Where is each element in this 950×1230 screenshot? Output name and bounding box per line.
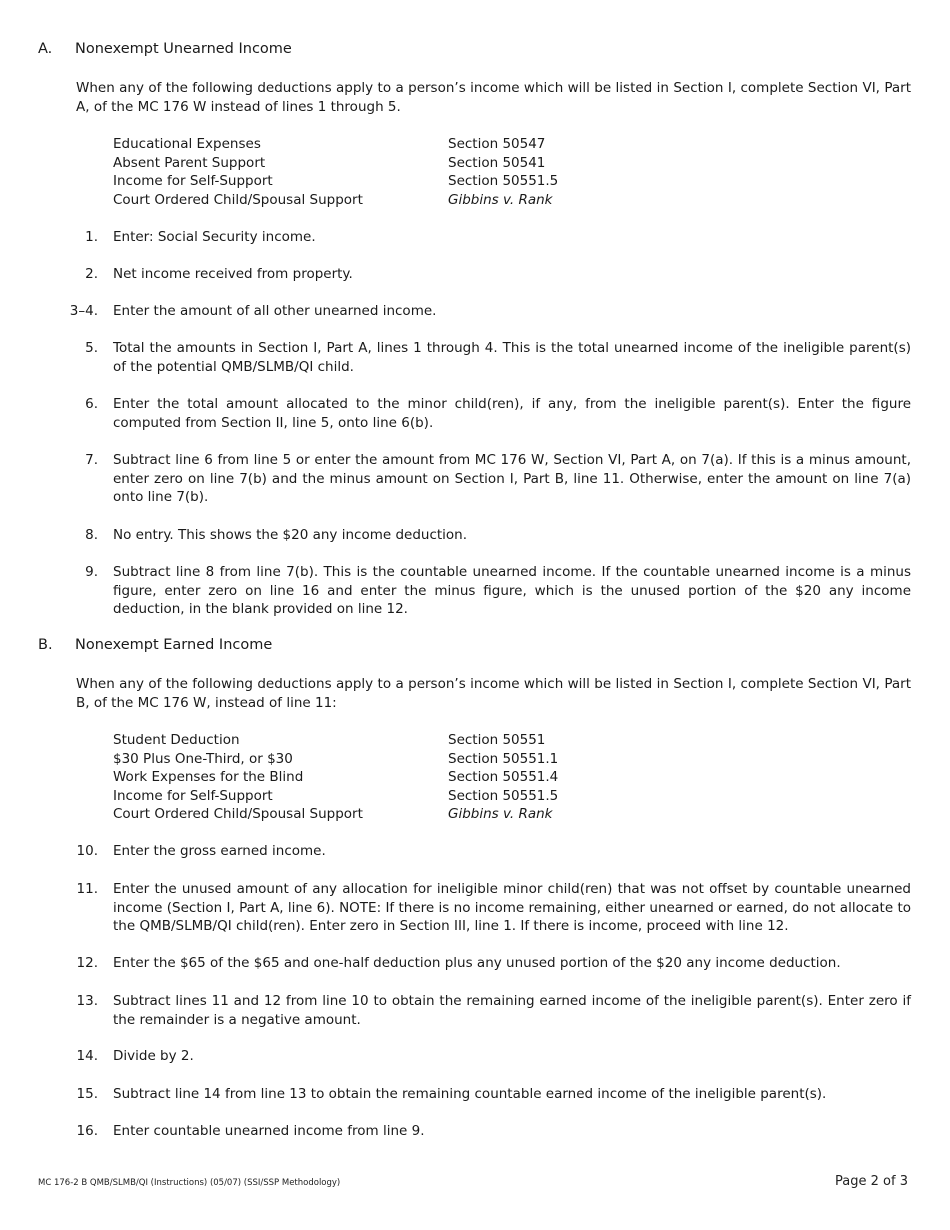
instruction-item	[40, 302, 911, 321]
item-text: Divide by 2.	[113, 1048, 194, 1064]
item-text: Enter: Social Security income.	[113, 229, 316, 245]
item-number: 3–4.	[69, 303, 98, 319]
item-text: Total the amounts in Section I, Part A, lines 1 through 4. This is the total unearned income of the ineligible parent(s) of the potential QMB/SLMB/QI child.	[113, 340, 911, 375]
instruction-item	[40, 1122, 911, 1141]
deduction-ref: Section 50551	[448, 732, 546, 748]
deduction-name: Absent Parent Support	[113, 154, 266, 171]
deduction-name: Work Expenses for the Blind	[113, 769, 304, 785]
deduction-ref: Section 50551.5	[448, 787, 559, 804]
item-text: Subtract line 6 from line 5 or enter the amount from MC 176 W, Section VI, Part A, on 7(a). If this is a minus amount, enter zero on line 7(b) and the minus amount on Section I, Part B, line 11. Otherwise, enter the amount on line 7(a) onto line 7(b).	[113, 452, 911, 505]
instruction-item	[40, 842, 911, 861]
item-text: Subtract line 8 from line 7(b). This is the countable unearned income. If the countable unearned income is a minus figure, enter zero on line 16 and enter the minus figure, which is the unused portion of the $20 any income deduction, in the blank provided on line 12.	[113, 564, 911, 617]
deduction-row	[113, 154, 558, 173]
item-text: Enter the $65 of the $65 and one-half deduction plus any unused portion of the $20 any income deduction.	[113, 955, 841, 971]
item-number: 6.	[85, 396, 98, 412]
deduction-ref: Section 50547	[448, 136, 546, 152]
instruction-item	[40, 992, 911, 1029]
item-number: 16.	[76, 1123, 98, 1139]
deduction-ref: Section 50551.5	[448, 173, 559, 189]
instruction-item	[40, 954, 911, 973]
deduction-ref: Section 50541	[448, 154, 546, 171]
item-text: Net income received from property.	[113, 266, 353, 282]
instruction-item	[40, 526, 911, 545]
item-number: 14.	[76, 1048, 98, 1064]
deduction-row	[113, 191, 558, 210]
section-b-deductions	[113, 731, 558, 824]
deduction-name: Court Ordered Child/Spousal Support	[113, 806, 363, 822]
item-number: 11.	[76, 881, 98, 897]
deduction-row	[113, 135, 558, 154]
instruction-item	[40, 265, 911, 284]
deduction-row	[113, 805, 558, 824]
section-b-intro: When any of the following deductions apply to a person’s income which will be listed in Section I, complete Section VI, Part B, of the MC 176 W, instead of line 11:	[76, 676, 911, 711]
section-a-title: Nonexempt Unearned Income	[75, 41, 292, 57]
item-number: 7.	[85, 452, 98, 468]
instruction-item	[40, 451, 911, 507]
deduction-ref: Gibbins v. Rank	[448, 191, 553, 208]
item-text: Enter the gross earned income.	[113, 843, 326, 859]
deduction-row	[113, 768, 558, 787]
deduction-row	[113, 750, 558, 769]
deduction-name: $30 Plus One-Third, or $30	[113, 750, 293, 767]
item-text: Enter countable unearned income from line 9.	[113, 1123, 425, 1139]
instruction-item	[40, 228, 911, 247]
item-text: Enter the total amount allocated to the minor child(ren), if any, from the ineligible parent(s). Enter the figure computed from Section II, line 5, onto line 6(b).	[113, 396, 911, 431]
item-text: Subtract line 14 from line 13 to obtain the remaining countable earned income of the ineligible parent(s).	[113, 1086, 827, 1102]
instruction-item	[40, 880, 911, 936]
deduction-name: Income for Self-Support	[113, 787, 273, 804]
section-a-letter: A.	[38, 41, 53, 57]
item-number: 8.	[85, 527, 98, 543]
deduction-row	[113, 787, 558, 806]
instruction-item	[40, 339, 911, 376]
section-a-intro: When any of the following deductions apply to a person’s income which will be listed in Section I, complete Section VI, Part A, of the MC 176 W instead of lines 1 through 5.	[76, 80, 911, 115]
item-number: 2.	[85, 266, 98, 282]
item-number: 12.	[76, 955, 98, 971]
deduction-ref: Gibbins v. Rank	[448, 806, 553, 822]
item-text: Enter the unused amount of any allocation for ineligible minor child(ren) that was not offset by countable unearned income (Section I, Part A, line 6). NOTE: If there is no income remaining, either unearned or earned, do not allocate to the QMB/SLMB/QI child(ren). Enter zero in Section III, line 1. If there is income, proceed with line 12.	[113, 881, 911, 934]
item-number: 5.	[85, 340, 98, 356]
page-number: Page 2 of 3	[835, 1174, 908, 1189]
item-number: 13.	[76, 993, 98, 1009]
item-number: 15.	[76, 1086, 98, 1102]
deduction-name: Court Ordered Child/Spousal Support	[113, 191, 363, 208]
deduction-name: Educational Expenses	[113, 136, 261, 152]
item-text: Subtract lines 11 and 12 from line 10 to obtain the remaining earned income of the ineligible parent(s). Enter zero if the remainder is a negative amount.	[113, 993, 911, 1028]
deduction-ref: Section 50551.1	[448, 750, 559, 767]
deduction-row	[113, 731, 558, 750]
item-text: No entry. This shows the $20 any income deduction.	[113, 527, 468, 543]
item-number: 10.	[76, 843, 98, 859]
section-a-deductions	[113, 135, 558, 209]
item-text: Enter the amount of all other unearned income.	[113, 303, 437, 319]
form-identifier: MC 176-2 B QMB/SLMB/QI (Instructions) (05/07) (SSI/SSP Methodology)	[38, 1178, 341, 1188]
instruction-item	[40, 395, 911, 432]
instruction-item	[40, 563, 911, 619]
instruction-item	[40, 1047, 911, 1066]
section-a-heading	[38, 41, 292, 57]
deduction-row	[113, 172, 558, 191]
item-number: 1.	[85, 229, 98, 245]
section-b-heading	[38, 637, 272, 653]
deduction-name: Income for Self-Support	[113, 173, 273, 189]
deduction-ref: Section 50551.4	[448, 769, 559, 785]
deduction-name: Student Deduction	[113, 732, 240, 748]
section-b-letter: B.	[38, 637, 53, 653]
item-number: 9.	[85, 564, 98, 580]
instruction-item	[40, 1085, 911, 1104]
section-b-title: Nonexempt Earned Income	[75, 637, 273, 653]
